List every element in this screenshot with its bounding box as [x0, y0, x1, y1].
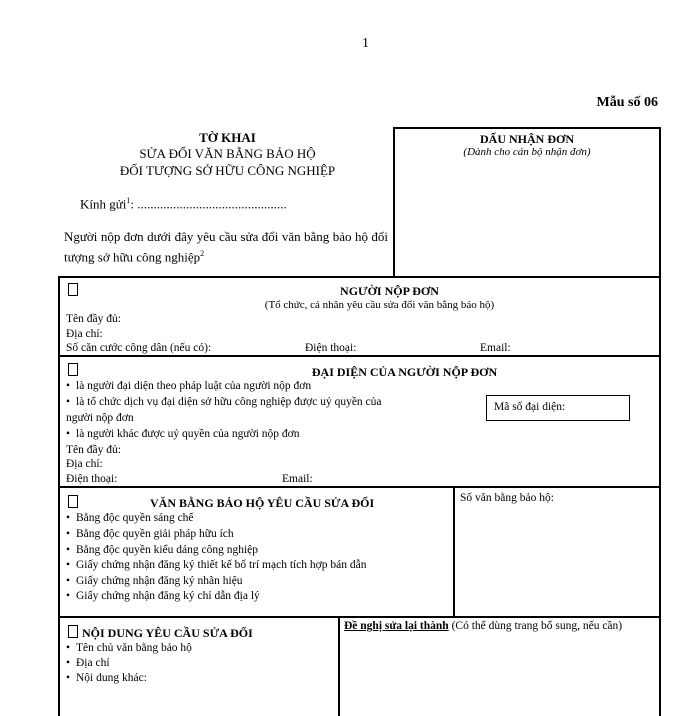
request-text: Người nộp đơn dưới đây yêu cầu sửa đổi văn bằng bảo hộ đối tượng sở hữu công nghiệp: [64, 229, 388, 265]
content-item-address[interactable]: • Địa chỉ: [66, 657, 110, 669]
rep-code-box[interactable]: [486, 395, 630, 421]
representative-section: [58, 355, 661, 488]
form-code: Mẫu số 06: [596, 95, 658, 110]
rep-phone-field[interactable]: Điện thoại:: [66, 473, 118, 485]
content-title: NỘI DUNG YÊU CẦU SỬA ĐỔI: [82, 626, 253, 640]
patent-type-2[interactable]: • Bằng độc quyền giải pháp hữu ích: [66, 528, 234, 540]
applicant-email-field[interactable]: Email:: [480, 342, 511, 354]
request-statement: [64, 228, 388, 265]
content-section: [58, 616, 661, 716]
content-item-other[interactable]: • Nội dung khác:: [66, 672, 147, 684]
patent-type-3[interactable]: • Bằng độc quyền kiểu dáng công nghiệp: [66, 544, 258, 556]
patent-type-4[interactable]: • Giấy chứng nhận đăng ký thiết kế bố trí mạch tích hợp bán dẫn: [66, 559, 366, 571]
form-subtitle-1: SỬA ĐỔI VĂN BẰNG BẢO HỘ: [139, 146, 316, 161]
applicant-title: NGƯỜI NỘP ĐƠN: [340, 284, 439, 298]
proposal-note: (Có thể dùng trang bổ sung, nếu cần): [448, 620, 623, 632]
page-number: 1: [362, 36, 369, 51]
form-subtitle-2: ĐỐI TƯỢNG SỞ HỮU CÔNG NGHIỆP: [119, 163, 336, 178]
rep-option-service-cont: người nộp đơn: [66, 412, 134, 424]
patent-title: VĂN BẰNG BẢO HỘ YÊU CẦU SỬA ĐỔI: [150, 496, 375, 510]
recipient-label: Kính gửi: [80, 196, 127, 212]
recipient-field[interactable]: : ..............................................: [130, 196, 287, 212]
applicant-name-field[interactable]: Tên đầy đủ:: [66, 313, 121, 325]
patent-type-6[interactable]: • Giấy chứng nhận đăng ký chỉ dẫn địa lý: [66, 590, 260, 602]
applicant-section: [58, 276, 661, 357]
applicant-note: (Tổ chức, cá nhân yêu cầu sửa đổi văn bằng bảo hộ): [264, 299, 495, 311]
proposal-label: Đề nghị sửa lại thành: [344, 620, 449, 632]
stamp-title: DẤU NHẬN ĐƠN: [480, 132, 574, 146]
patent-checkbox[interactable]: [68, 495, 78, 508]
content-checkbox[interactable]: [68, 625, 78, 638]
representative-title: ĐẠI DIỆN CỦA NGƯỜI NỘP ĐƠN: [311, 365, 498, 379]
patent-type-5[interactable]: • Giấy chứng nhận đăng ký nhãn hiệu: [66, 575, 243, 587]
rep-code-label: Mã số đại diện:: [494, 401, 566, 413]
stamp-box: [393, 127, 661, 278]
stamp-note: (Dành cho cán bộ nhận đơn): [463, 146, 591, 158]
rep-option-service[interactable]: • là tổ chức dịch vụ đại diện sở hữu công nghiệp được uỷ quyền của: [66, 396, 382, 408]
rep-name-field[interactable]: Tên đầy đủ:: [66, 444, 121, 456]
footnote-1: 1: [126, 196, 131, 205]
proposal-header: [344, 620, 622, 632]
patent-number-field[interactable]: Số văn bằng bảo hộ:: [460, 492, 554, 504]
applicant-id-field[interactable]: Số căn cước công dân (nếu có):: [66, 342, 212, 354]
applicant-address-field[interactable]: Địa chỉ:: [66, 328, 103, 340]
rep-option-legal[interactable]: • là người đại diện theo pháp luật của người nộp đơn: [66, 380, 311, 392]
recipient-line: [80, 196, 287, 212]
form-title: TỜ KHAI: [199, 130, 256, 145]
patent-divider: [453, 488, 455, 616]
rep-email-field[interactable]: Email:: [282, 473, 313, 485]
rep-option-other[interactable]: • là người khác được uỷ quyền của người nộp đơn: [66, 428, 299, 440]
applicant-phone-field[interactable]: Điện thoại:: [305, 342, 357, 354]
patent-section: [58, 486, 661, 618]
patent-type-1[interactable]: • Bằng độc quyền sáng chế: [66, 512, 194, 524]
footnote-2: 2: [200, 249, 205, 258]
rep-address-field[interactable]: Địa chỉ:: [66, 458, 103, 470]
content-divider: [338, 618, 340, 716]
content-item-owner[interactable]: • Tên chủ văn bằng bảo hộ: [66, 642, 192, 654]
